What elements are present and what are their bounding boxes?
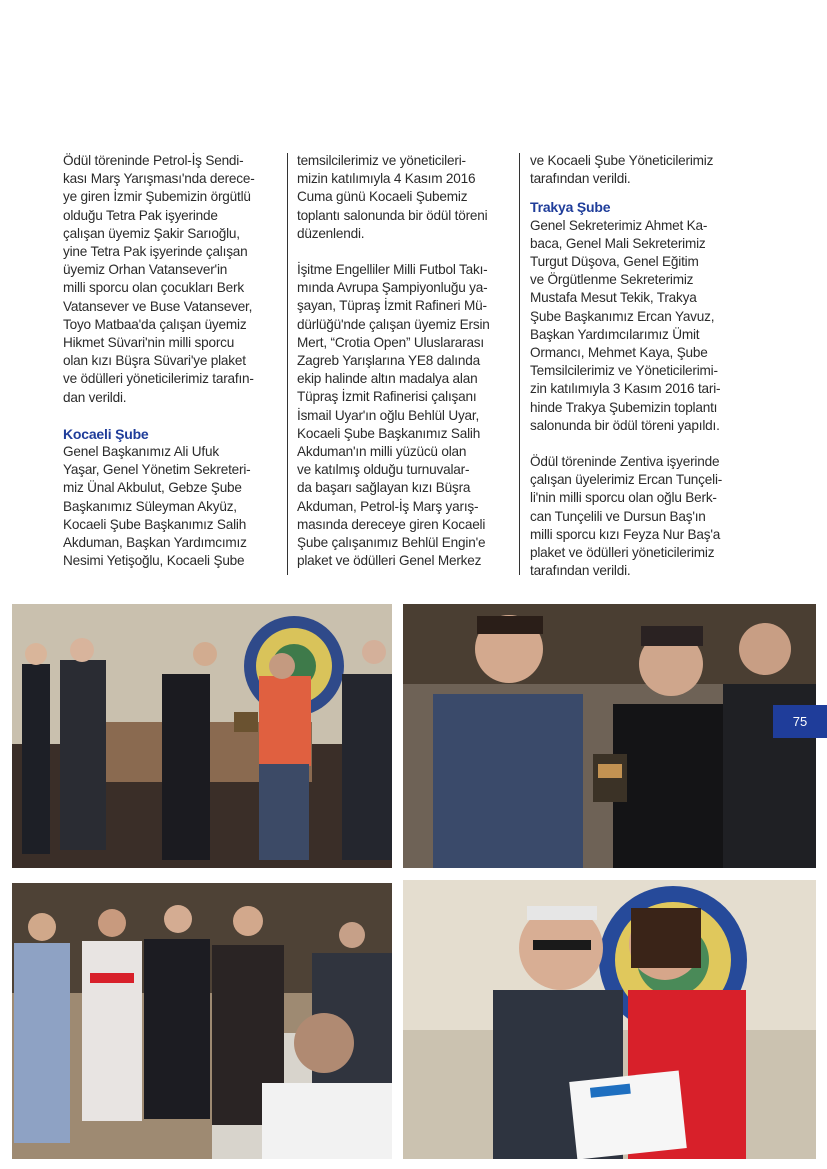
column-divider <box>287 153 288 575</box>
text-column-3 <box>530 152 750 598</box>
paragraph-kocaeli-awardees: İşitme Engelliler Milli Futbol Takı- mında Avrupa Şampiyonluğu ya- şayan, Tüpraş İzmit Rafineri Mü- dürlüğü'nde çalışan üyemiz Ersin Mert, “Crotia Open” Uluslararası Zagreb Yarışlarına YE8 dalında ekip halinde altın madalya alan Tüpraş İzmit Rafinerisi çalışanı İsmail Uyar'ın oğlu Behlül Uyar, Kocaeli Şube Başkanımız Salih Akduman'ın milli yüzücü olan ve katılmış olduğu turnuvalar- da başarı sağlayan kızı Büşra Akduman, Petrol-İş Marş yarış- masında dereceye giren Kocaeli Şube çalışanımız Behlül Engin'e plaket ve ödülleri Genel Merkez <box>297 262 490 569</box>
photo-plaque-exchange-closeup <box>403 604 816 868</box>
paragraph-kocaeli-ceremony: temsilcilerimiz ve yöneticileri- mizin katılımıyla 4 Kasım 2016 Cuma günü Kocaeli Şubemiz toplantı salonunda bir ödül töreni düzenlendi. <box>297 153 488 241</box>
column-divider <box>519 153 520 575</box>
paragraph-trakya-intro: Genel Sekreterimiz Ahmet Ka- baca, Genel Mali Sekreterimiz Turgut Düşova, Genel Eğitim ve Örgütlenme Sekreterimiz Mustafa Mesut Tekik, Trakya Şube Başkanımız Ercan Yavuz, Başkan Yardımcılarımız Ümit Ormancı, Mehmet Kaya, Şube Temsilcilerimiz ve Yöneticilerimi- zin katılımıyla 3 Kasım 2016 tari- hinde Trakya Şubemizin toplantı salonunda bir ödül töreni yapıldı. <box>530 217 721 433</box>
text-column-2 <box>297 152 515 588</box>
text-column-1 <box>63 152 278 588</box>
paragraph-izmir-awards: Ödül töreninde Petrol-İş Sendi- kası Marş Yarışması'nda derece- ye giren İzmir Şubemizin örgütlü olduğu Tetra Pak işyerinde çalışan üyemiz Şakir Sarıoğlu, yine Tetra Pak işyerinde çalışan üyemiz Orhan Vatansever'in milli sporcu olan çocukları Berk Vatansever ve Buse Vatansever, Toyo Matbaa'da çalışan üyemiz Hikmet Süvari'nin milli sporcu olan kızı Büşra Süvari'ye plaket ve ödülleri yöneticilerimiz tarafın- dan verildi. <box>63 153 255 405</box>
heading-kocaeli-sube: Kocaeli Şube <box>63 425 149 442</box>
heading-trakya-sube: Trakya Şube <box>530 199 611 216</box>
paragraph-kocaeli-end: ve Kocaeli Şube Yöneticilerimiz tarafından verildi. <box>530 153 714 187</box>
photo-group-with-athlete <box>12 883 392 1159</box>
page-number: 75 <box>792 714 808 729</box>
photo-kocaeli-plaque-ceremony <box>12 604 392 868</box>
photo-certificate-presentation <box>403 880 816 1159</box>
page-number-tab <box>773 705 827 738</box>
paragraph-kocaeli-intro: Genel Başkanımız Ali Ufuk Yaşar, Genel Yönetim Sekreteri- miz Ünal Akbulut, Gebze Şube Başkanımız Süleyman Akyüz, Kocaeli Şube Başkanımız Salih Akduman, Başkan Yardımcımız Nesimi Yetişoğlu, Kocaeli Şube <box>63 444 251 569</box>
paragraph-trakya-awards: Ödül töreninde Zentiva işyerinde çalışan üyelerimiz Ercan Tunçeli- li'nin milli sporcu olan oğlu Berk- can Tunçelili ve Dursun Baş'ın milli sporcu kızı Feyza Nur Baş'a plaket ve ödülleri yöneticilerimiz tarafından verildi. <box>530 454 723 579</box>
